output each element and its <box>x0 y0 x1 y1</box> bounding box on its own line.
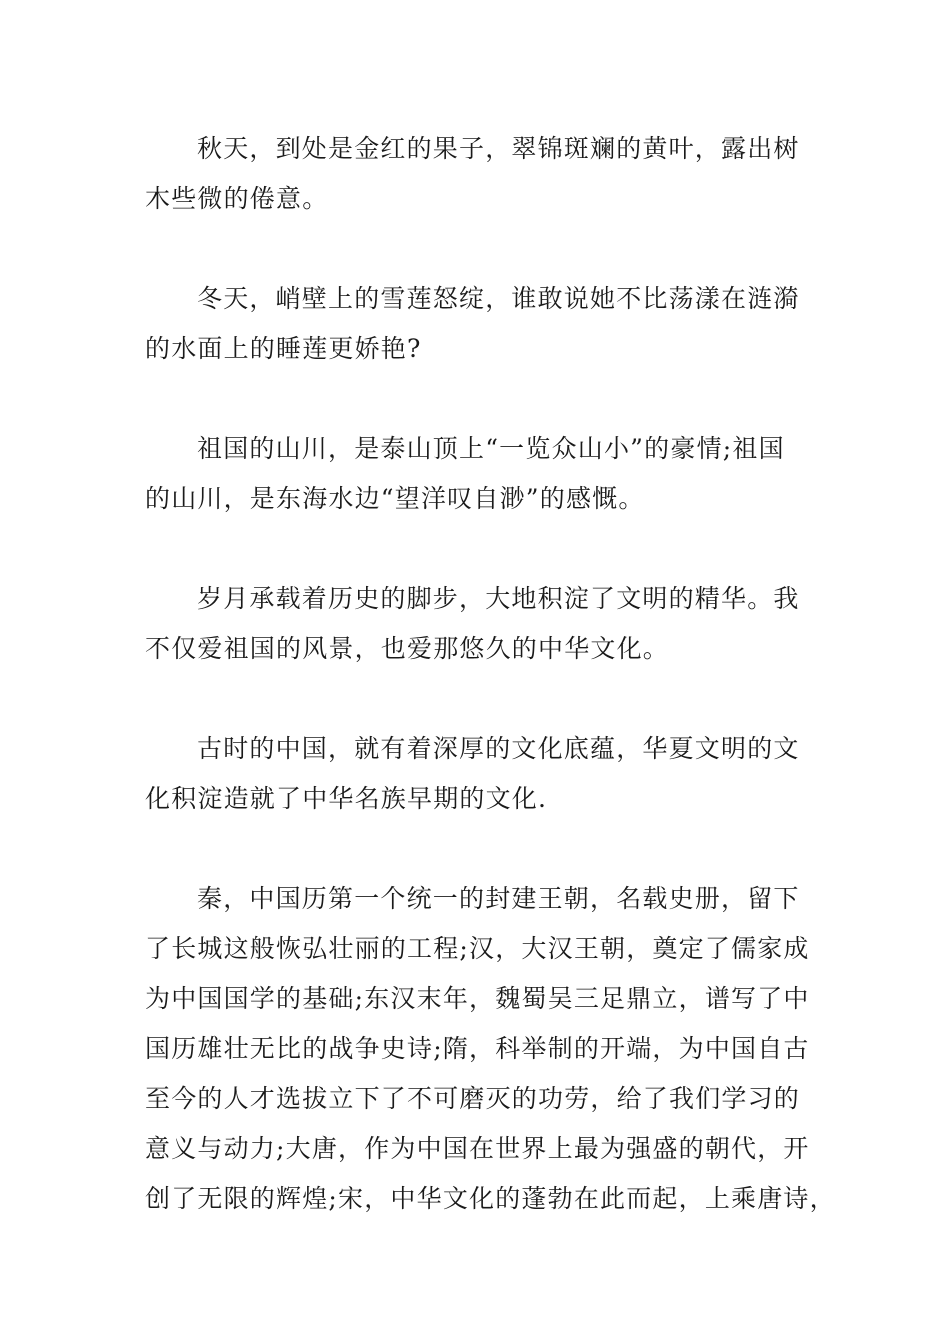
paragraph-mountains <box>145 424 810 524</box>
paragraph-line: 至今的人才选拔立下了不可磨灭的功劳，给了我们学习的 <box>145 1084 801 1113</box>
paragraph-line: 为中国国学的基础;东汉末年，魏蜀吴三足鼎立，谱写了中 <box>145 984 810 1013</box>
paragraph-line: 秦，中国历第一个统一的封建王朝，名载史册，留下 <box>197 884 800 913</box>
paragraph-line: 木些微的倦意。 <box>145 184 329 213</box>
paragraph-line: 意义与动力;大唐，作为中国在世界上最为强盛的朝代，开 <box>145 1134 810 1163</box>
paragraph-winter <box>145 274 810 374</box>
paragraph-line: 化积淀造就了中华名族早期的文化. <box>145 784 548 813</box>
paragraph-line: 了长城这般恢弘壮丽的工程;汉，大汉王朝，奠定了儒家成 <box>145 934 810 963</box>
paragraph-ancient-china <box>145 724 810 824</box>
paragraph-line: 的水面上的睡莲更娇艳? <box>145 334 422 363</box>
paragraph-autumn <box>145 124 810 224</box>
paragraph-line: 祖国的山川，是泰山顶上“一览众山小”的豪情;祖国 <box>197 434 785 463</box>
paragraph-history <box>145 574 810 674</box>
paragraph-line: 国历雄壮无比的战争史诗;隋，科举制的开端，为中国自古 <box>145 1034 810 1063</box>
paragraph-dynasties <box>145 874 836 1224</box>
paragraph-line: 秋天，到处是金红的果子，翠锦斑斓的黄叶，露出树 <box>197 134 800 163</box>
paragraph-line: 古时的中国，就有着深厚的文化底蕴，华夏文明的文 <box>197 734 800 763</box>
paragraph-line: 冬天，峭壁上的雪莲怒绽，谁敢说她不比荡漾在涟漪 <box>197 284 800 313</box>
paragraph-line: 不仅爱祖国的风景，也爱那悠久的中华文化。 <box>145 634 670 663</box>
paragraph-line: 岁月承载着历史的脚步，大地积淀了文明的精华。我 <box>197 584 800 613</box>
paragraph-line: 的山川，是东海水边“望洋叹自渺”的感慨。 <box>145 484 645 513</box>
paragraph-line: 创了无限的辉煌;宋，中华文化的蓬勃在此而起，上乘唐诗， <box>145 1184 836 1213</box>
